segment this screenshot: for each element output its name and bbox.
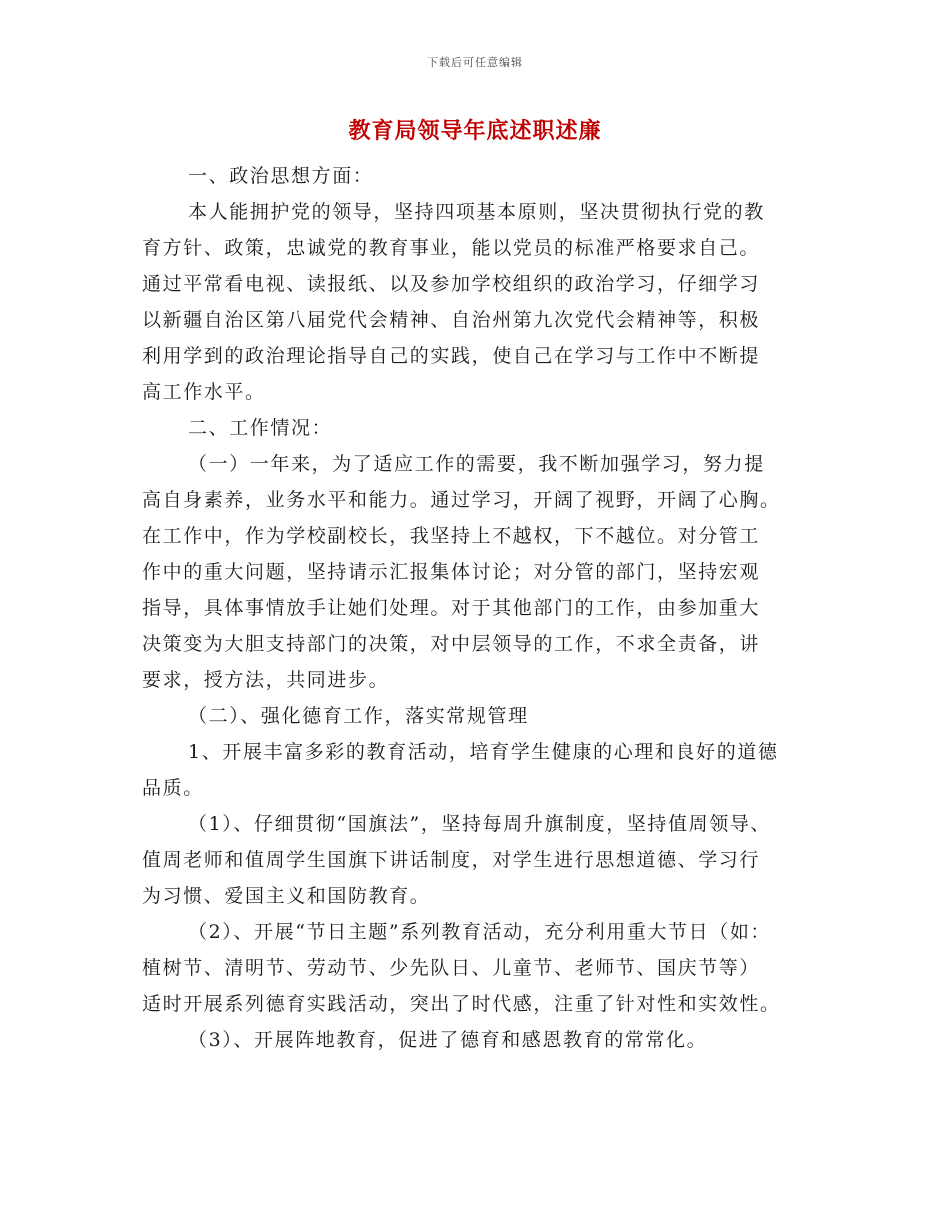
text-line: 利用学到的政治理论指导自己的实践，使自己在学习与工作中不断提 [142, 345, 761, 367]
text-line: 为习惯、爱国主义和国防教育。 [142, 885, 431, 907]
text-line: 要求，授方法，共同进步。 [142, 669, 390, 691]
text-line: 高工作水平。 [142, 381, 266, 403]
text-line: 以新疆自治区第八届党代会精神、自治州第九次党代会精神等，积极 [142, 309, 761, 331]
text-line: 通过平常看电视、读报纸、以及参加学校组织的政治学习，仔细学习 [142, 273, 761, 295]
header-note: 下载后可任意编辑 [427, 56, 523, 69]
text-line: 二、工作情况： [188, 417, 333, 439]
document-body [142, 158, 832, 1058]
text-line: （2）、开展“节日主题”系列教育活动，充分利用重大节日（如： [188, 921, 772, 943]
text-line: （3）、开展阵地教育，促进了德育和感恩教育的常常化。 [188, 1029, 708, 1051]
text-line: （二）、强化德育工作，落实常规管理 [188, 705, 529, 727]
text-line: （1）、仔细贯彻“国旗法”，坚持每周升旗制度，坚持值周领导、 [188, 813, 772, 835]
text-line: 一、政治思想方面： [188, 165, 374, 187]
text-line: 品质。 [142, 777, 204, 799]
text-line: 本人能拥护党的领导，坚持四项基本原则，坚决贯彻执行党的教 [188, 201, 765, 223]
text-line: 指导，具体事情放手让她们处理。对于其他部门的工作，由参加重大 [142, 597, 761, 619]
text-line: 植树节、清明节、劳动节、少先队日、儿童节、老师节、国庆节等） [142, 957, 761, 979]
text-line: 适时开展系列德育实践活动，突出了时代感，注重了针对性和实效性。 [142, 993, 781, 1015]
text-line: 高自身素养，业务水平和能力。通过学习，开阔了视野，开阔了心胸。 [142, 489, 781, 511]
text-line: 作中的重大问题，坚持请示汇报集体讨论；对分管的部门，坚持宏观 [142, 561, 761, 583]
text-line: 育方针、政策，忠诚党的教育事业，能以党员的标准严格要求自己。 [142, 237, 761, 259]
text-line: 在工作中，作为学校副校长，我坚持上不越权，下不越位。对分管工 [142, 525, 761, 547]
text-line: 决策变为大胆支持部门的决策，对中层领导的工作，不求全责备，讲 [142, 633, 761, 655]
text-line: （一）一年来，为了适应工作的需要，我不断加强学习，努力提 [188, 453, 765, 475]
document-title: 教育局领导年底述职述廉 [348, 118, 602, 144]
text-line: 值周老师和值周学生国旗下讲话制度，对学生进行思想道德、学习行 [142, 849, 761, 871]
text-line: 1、开展丰富多彩的教育活动，培育学生健康的心理和良好的道德 [188, 741, 779, 763]
